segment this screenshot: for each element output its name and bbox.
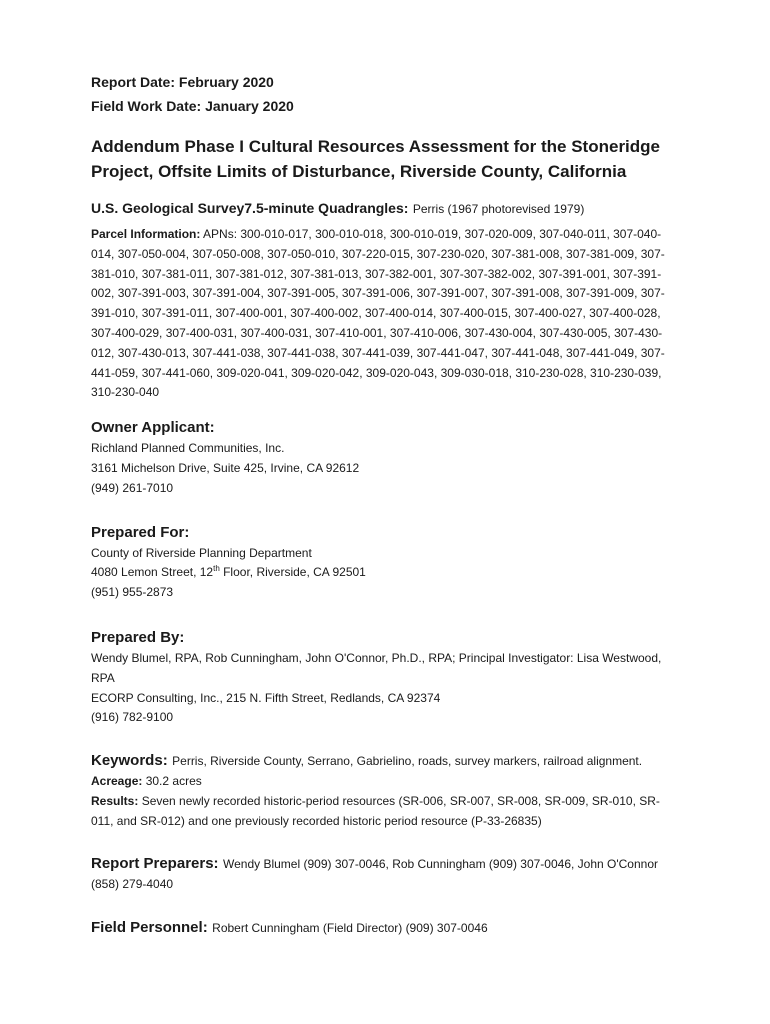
- keywords-value: Perris, Riverside County, Serrano, Gabrielino, roads, survey markers, railroad alignment.: [172, 754, 643, 769]
- parcel-information: [91, 225, 671, 403]
- report-preparers-value: Wendy Blumel (909) 307-0046, Rob Cunningham (909) 307-0046, John O'Connor (858) 279-4040: [91, 856, 658, 892]
- field-work-date: Field Work Date: January 2020: [91, 98, 294, 114]
- prepared-for-line: County of Riverside Planning Department: [91, 545, 312, 560]
- field-personnel-label: Field Personnel:: [91, 919, 208, 937]
- owner-heading: Owner Applicant:: [91, 419, 215, 437]
- parcel-label: Parcel Information:: [91, 227, 201, 241]
- report-page: [91, 70, 671, 939]
- prepared-by-line: ECORP Consulting, Inc., 215 N. Fifth Street, Redlands, CA 92374: [91, 690, 441, 705]
- prepared-for-section: [91, 522, 671, 603]
- quadrangles: [91, 198, 671, 219]
- results: [91, 792, 671, 832]
- results-label: Results:: [91, 793, 139, 808]
- address-part: Floor, Riverside, CA 92501: [219, 565, 366, 580]
- prepared-by-section: [91, 627, 671, 728]
- prepared-by-line: (916) 782-9100: [91, 710, 174, 725]
- report-preparers: [91, 854, 671, 896]
- quadrangles-value: Perris (1967 photorevised 1979): [412, 202, 585, 216]
- owner-line: (949) 261-7010: [91, 480, 174, 495]
- acreage-value: 30.2 acres: [145, 774, 202, 789]
- owner-line: 3161 Michelson Drive, Suite 425, Irvine, CA 92612: [91, 460, 360, 475]
- ordinal-suffix: th: [213, 564, 220, 574]
- prepared-for-heading: Prepared For:: [91, 523, 190, 541]
- address-part: 4080 Lemon Street, 12: [91, 565, 214, 580]
- field-personnel: [91, 917, 671, 939]
- field-personnel-value: Robert Cunningham (Field Director) (909) 307-0046: [212, 921, 488, 936]
- prepared-for-address: [91, 563, 671, 583]
- keywords: [91, 750, 671, 772]
- prepared-by-heading: Prepared By:: [91, 628, 185, 646]
- results-value: Seven newly recorded historic-period resources (SR-006, SR-007, SR-008, SR-009, SR-010, SR-011, and SR-012) and one previously recorded historic period resource (P-33-26835): [91, 793, 660, 828]
- acreage-label: Acreage:: [91, 774, 143, 789]
- owner-applicant-section: [91, 417, 671, 498]
- parcel-value: APNs: 300-010-017, 300-010-018, 300-010-019, 307-020-009, 307-040-011, 307-040-014, 307-050-004, 307-050-008, 307-050-010, 307-220-015, 307-230-020, 307-381-008, 307-381-009, 307-381-010, 307-381-011, 307-381-012, 307-381-013, 307-382-001, 307-307-382-002, 307-391-001, 307-391-002, 307-391-003, 307-391-004, 307-391-005, 307-391-006, 307-391-007, 307-391-008, 307-391-009, 307-391-010, 307-391-011, 307-400-001, 307-400-002, 307-400-014, 307-400-015, 307-400-027, 307-400-028, 307-400-029, 307-400-031, 307-400-031, 307-410-001, 307-410-006, 307-430-004, 307-430-005, 307-430-012, 307-430-013, 307-441-038, 307-441-038, 307-441-039, 307-441-047, 307-441-048, 307-441-049, 307-441-059, 307-441-060, 309-020-041, 309-020-042, 309-020-043, 309-030-018, 310-230-028, 310-230-039, 310-230-040: [91, 227, 665, 400]
- acreage: [91, 772, 671, 792]
- keywords-label: Keywords:: [91, 752, 168, 770]
- report-date: Report Date: February 2020: [91, 74, 274, 90]
- owner-line: Richland Planned Communities, Inc.: [91, 441, 285, 456]
- quadrangles-label: U.S. Geological Survey7.5-minute Quadrangles:: [91, 200, 409, 216]
- report-title: Addendum Phase I Cultural Resources Assessment for the Stoneridge Project, Offsite Limits of Disturbance, Riverside County, California: [91, 137, 661, 181]
- prepared-by-line: Wendy Blumel, RPA, Rob Cunningham, John O'Connor, Ph.D., RPA; Principal Investigator: Lisa Westwood, RPA: [91, 650, 662, 685]
- prepared-for-line: (951) 955-2873: [91, 585, 174, 600]
- report-preparers-label: Report Preparers:: [91, 854, 219, 872]
